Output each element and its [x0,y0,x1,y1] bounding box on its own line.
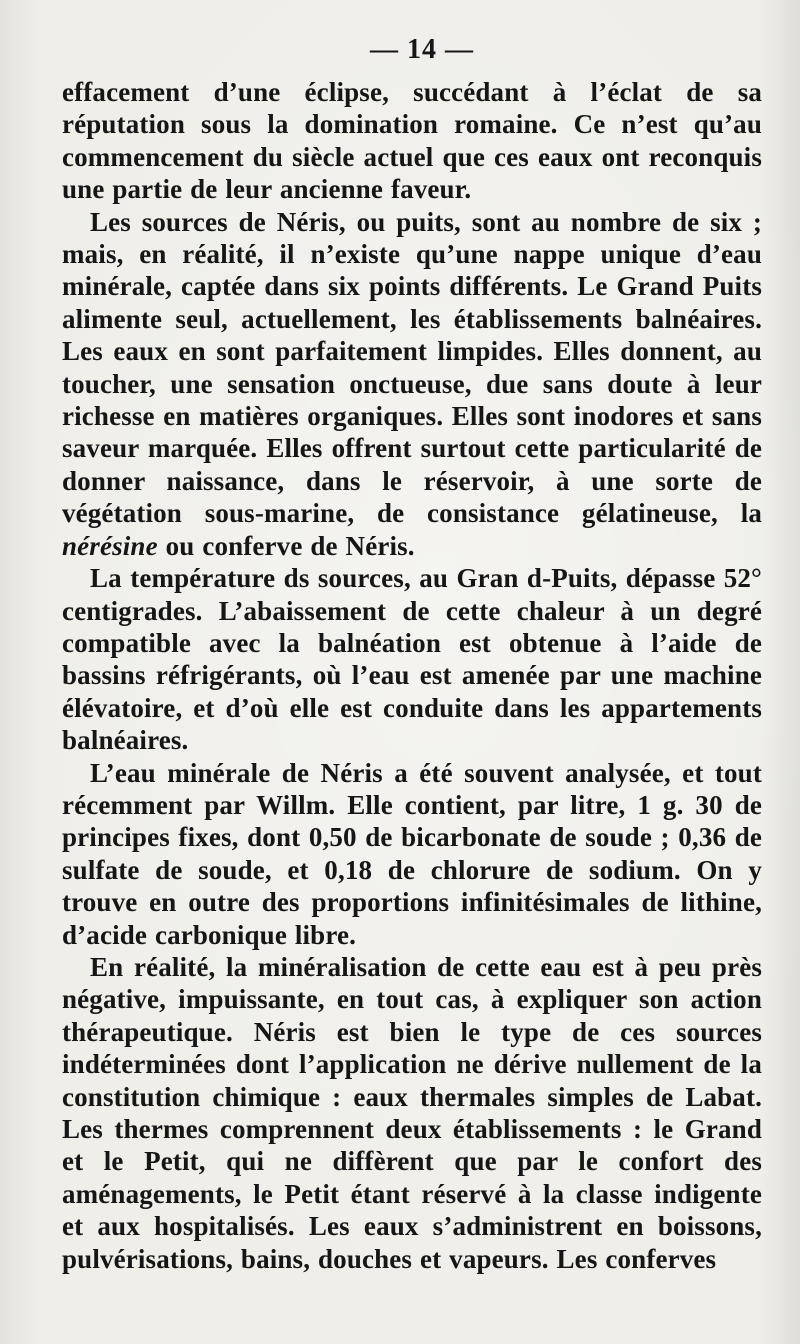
paragraph-3-text: La température ds sources, au Gran d-Puits, dépasse 52° centigrades. L’abaissement de cette chaleur à un degré compatible avec la balnéation est obtenue à l’aide de bassins réfrigérants, où l’eau est amenée par une machine élévatoire, et d’où elle est conduite dans les appartements balnéaires. [62,563,762,756]
paragraph-2 [62,206,762,562]
paragraph-2-tail: ou conferve de Néris. [157,530,415,561]
paragraph-3 [62,562,762,756]
italic-term: nérésine [62,530,158,561]
page-number: — 14 — [370,34,474,65]
paragraph-4 [62,757,762,951]
paragraph-5-text: En réalité, la minéralisation de cette eau est à peu près négative, impuissante, en tout cas, à expliquer son action thérapeutique. Néris est bien le type de ces sources indéterminées dont l’application ne dérive nullement de la constitution chimique : eaux thermales simples de Labat. Les thermes comprennent deux établissements : le Grand et le Petit, qui ne diffèrent que par le confort des aménagements, le Petit étant réservé à la classe indigente et aux hospitalisés. Les eaux s’administrent en boissons, pulvérisations, bains, douches et vapeurs. Les conferves [62,951,762,1274]
paragraph-1 [62,76,762,206]
paragraph-4-text: L’eau minérale de Néris a été souvent analysée, et tout récemment par Willm. Elle contient, par litre, 1 g. 30 de principes fixes, dont 0,50 de bicarbonate de soude ; 0,36 de sulfate de soude, et 0,18 de chlorure de sodium. On y trouve en outre des proportions infinitésimales de lithine, d’acide carbonique libre. [62,757,762,950]
paragraph-1-text: effacement d’une éclipse, succédant à l’éclat de sa réputation sous la domination romaine. Ce n’est qu’au commencement du siècle actuel que ces eaux ont reconquis une partie de leur ancienne faveur. [62,77,762,205]
body-text [62,76,762,1275]
paragraph-5 [62,951,762,1275]
paragraph-2-text: Les sources de Néris, ou puits, sont au nombre de six ; mais, en réalité, il n’existe qu’une nappe unique d’eau minérale, captée dans six points différents. Le Grand Puits alimente seul, actuellement, les établissements balnéaires. Les eaux en sont parfaitement limpides. Elles donnent, au toucher, une sensation onctueuse, due sans doute à leur richesse en matières organiques. Elles sont inodores et sans saveur marquée. Elles offrent surtout cette particularité de donner naissance, dans le réservoir, à une sorte de végétation sous-marine, de consistance gélatineuse, la [62,206,762,529]
